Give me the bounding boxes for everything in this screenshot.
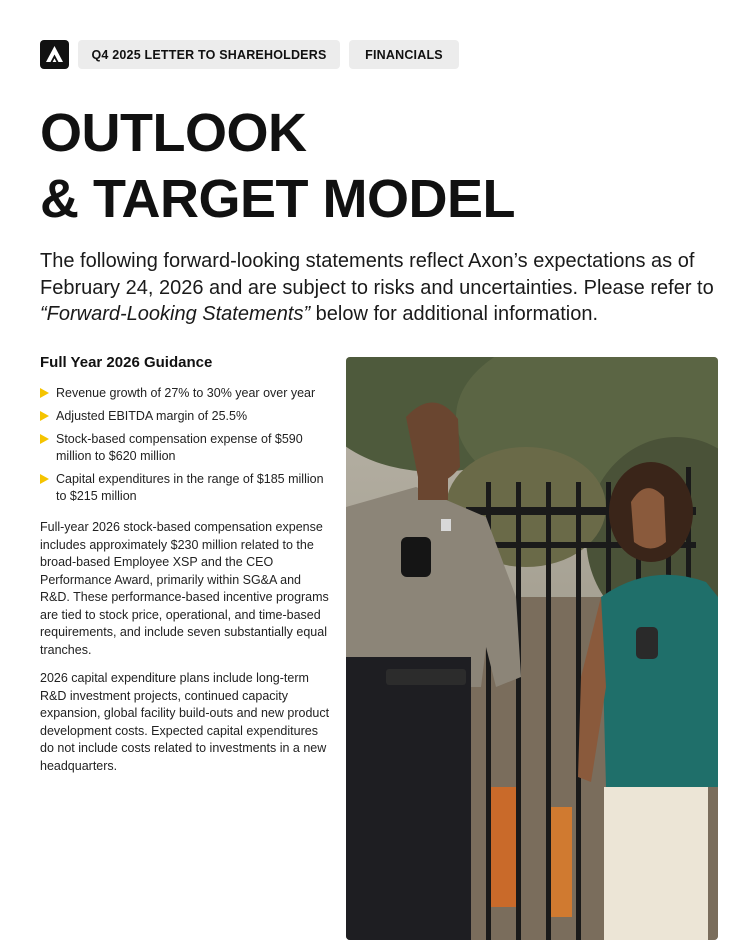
guidance-item-sbc	[40, 431, 330, 465]
guidance-list	[40, 385, 330, 511]
guidance-item-revenue	[40, 385, 330, 402]
yellow-triangle-bullet-icon	[40, 388, 49, 398]
axon-logo-icon[interactable]	[40, 40, 69, 69]
yellow-triangle-bullet-icon	[40, 411, 49, 421]
officer-photo	[346, 357, 718, 940]
intro-text-end: below for additional information.	[310, 303, 599, 325]
guidance-item-ebitda	[40, 408, 330, 425]
guidance-item-text: Revenue growth of 27% to 30% year over year	[56, 386, 316, 400]
sbc-paragraph: Full-year 2026 stock-based compensation expense includes approximately $230 million related to the broad-based Employee XSP and the CEO Performance Award, primarily within SG&A and R&D. These performance-based incentive programs are tied to stock price, operational, and time-based requirements, and include seven substantially equal tranches.	[40, 520, 329, 657]
intro-paragraph	[40, 248, 720, 328]
guidance-item-text: Adjusted EBITDA margin of 25.5%	[56, 409, 248, 423]
guidance-item-text: Stock-based compensation expense of $590 million to $620 million	[56, 432, 303, 463]
yellow-triangle-bullet-icon	[40, 474, 49, 484]
tab-q4-letter[interactable]: Q4 2025 LETTER TO SHAREHOLDERS	[78, 40, 340, 69]
tab-financials[interactable]: FINANCIALS	[349, 40, 459, 69]
page-title-line-2: & TARGET MODEL	[40, 169, 515, 229]
guidance-item-capex	[40, 471, 330, 505]
guidance-heading: Full Year 2026 Guidance	[40, 354, 213, 371]
guidance-item-text: Capital expenditures in the range of $185 million to $215 million	[56, 472, 324, 503]
page-title-line-1: OUTLOOK	[40, 103, 307, 163]
yellow-triangle-bullet-icon	[40, 434, 49, 444]
capex-paragraph: 2026 capital expenditure plans include long-term R&D investment projects, continued capacity expansion, global facility build-outs and new product development costs. Expected capital expenditures do not include costs related to investments in a new headquarters.	[40, 671, 330, 773]
page-title	[40, 100, 515, 232]
forward-looking-reference: “Forward-Looking Statements”	[40, 303, 311, 325]
intro-text-start: The following forward-looking statements reflect Axon’s expectations as of February 24, 2026 and are subject to risks and uncertainties. Please refer to	[40, 250, 714, 299]
